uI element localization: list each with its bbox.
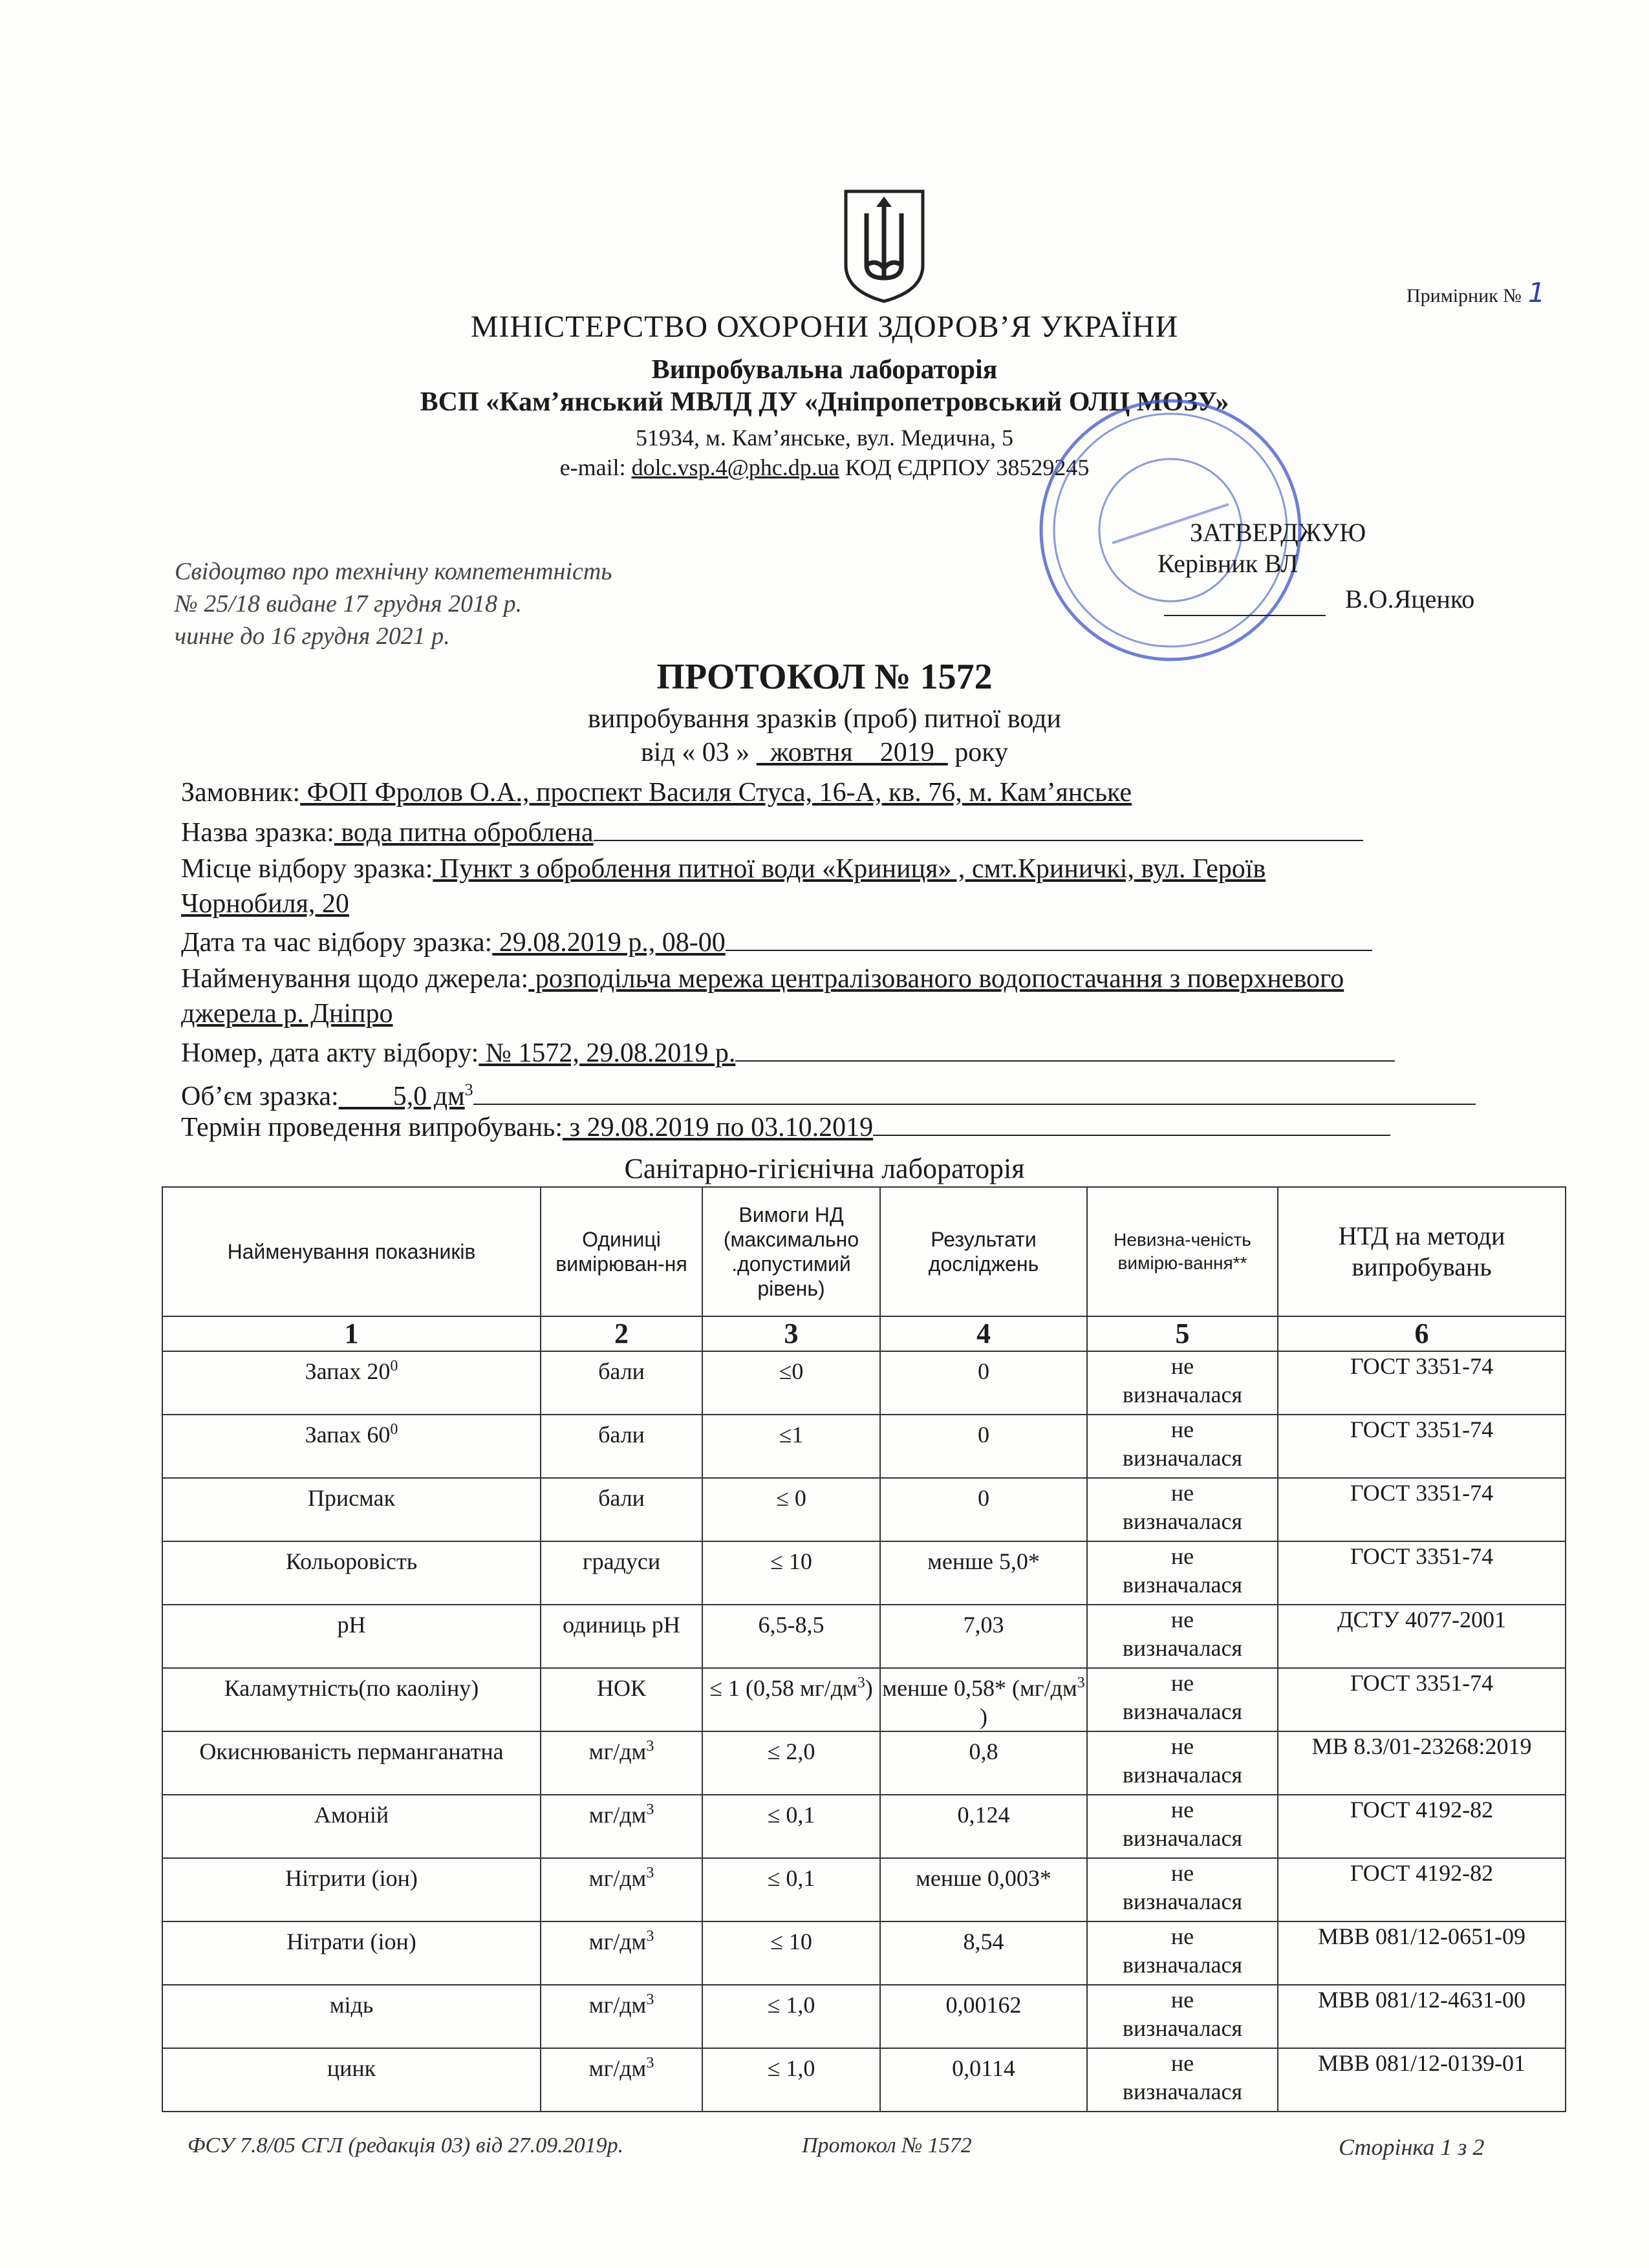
indicator-name: Нітрати (іон) [162, 1921, 541, 1985]
customer-label: Замовник: [181, 778, 301, 808]
col-number: 1 [162, 1316, 541, 1351]
requirement: ≤0 [702, 1351, 880, 1415]
unit: $мг/дм^3$ [541, 2048, 702, 2112]
protocol-date [0, 737, 1649, 768]
unit: $мг/дм^3$ [541, 1921, 702, 1985]
col-number: 2 [541, 1316, 702, 1351]
unit: $мг/дм^3$ [541, 1858, 702, 1921]
act-value: № 1572, 29.08.2019 р. [479, 1038, 736, 1068]
test-method: ДСТУ 4077-2001 [1278, 1605, 1566, 1668]
edrpou-code: КОД ЄДРПОУ 38529245 [845, 455, 1090, 480]
certificate-line-1: Свідоцтво про технічну компетентність [175, 558, 612, 585]
indicator-name: Амоній [162, 1795, 541, 1858]
period-label: Термін проведення випробувань: [181, 1113, 563, 1142]
copy-label: Примірник № [1406, 285, 1522, 306]
sample-name-field [181, 816, 1558, 850]
uncertainty: не визначалася [1087, 1795, 1278, 1858]
test-method: МВ 8.3/01-23268:2019 [1278, 1731, 1566, 1795]
unit: $мг/дм^3$ [541, 1795, 702, 1858]
unit: одиниць pH [541, 1605, 702, 1668]
trident-emblem-icon [841, 187, 928, 304]
requirement: ≤ 1 (0,58 $мг/дм^3$) [702, 1668, 880, 1731]
result: менше 0,58* ($мг/дм^3$ ) [880, 1668, 1087, 1731]
table-row [162, 1605, 1566, 1668]
footer-page: Сторінка 1 з 2 [1339, 2134, 1485, 2160]
fill-line [735, 1037, 1395, 1062]
act-label: Номер, дата акту відбору: [181, 1038, 479, 1068]
source-value: розподільча мережа централізованого водопостачання з поверхневого [528, 964, 1344, 994]
sampling-place-label: Місце відбору зразка: [181, 854, 433, 884]
header-method: НТД на методи випробувань [1278, 1187, 1566, 1316]
table-row [162, 1858, 1566, 1921]
head-title: Керівник ВЛ [1158, 549, 1299, 578]
approval-label: ЗАТВЕРДЖУЮ [1190, 518, 1366, 547]
requirement: ≤ 2,0 [702, 1731, 880, 1795]
requirement: 6,5-8,5 [702, 1605, 880, 1668]
requirement: ≤ 10 [702, 1541, 880, 1605]
test-method: МВВ 081/12-0651-09 [1278, 1921, 1566, 1985]
unit: бали [541, 1351, 702, 1415]
result: 0 [880, 1351, 1087, 1415]
sample-name-label: Назва зразка: [181, 818, 334, 848]
requirement: ≤ 1,0 [702, 2048, 880, 2112]
customer-field [181, 776, 1558, 809]
signer-name: В.О.Яценко [1345, 584, 1475, 614]
result: 0,8 [880, 1731, 1087, 1795]
header-uncertainty: Невизна-ченість вимірю-вання** [1087, 1187, 1278, 1316]
sampling-place-value-2: Чорнобиля, 20 [181, 889, 349, 919]
unit: градуси [541, 1541, 702, 1605]
indicator-name: Запах $60^0$ [162, 1415, 541, 1478]
indicator-name: Окиснюваність перманганатна [162, 1731, 541, 1795]
table-row [162, 1668, 1566, 1731]
table-row [162, 1985, 1566, 2048]
copy-number [1406, 277, 1546, 308]
email-link[interactable]: dolc.vsp.4@phc.dp.ua [631, 455, 839, 480]
indicator-name: Каламутність(по каоліну) [162, 1668, 541, 1731]
requirement: ≤ 0 [702, 1478, 880, 1541]
volume-label: Об’єм зразка: [181, 1082, 339, 1111]
test-method: ГОСТ 4192-82 [1278, 1858, 1566, 1921]
uncertainty: не визначалася [1087, 1605, 1278, 1668]
fill-line [594, 817, 1363, 841]
act-field [181, 1036, 1558, 1070]
ministry-title: МІНІСТЕРСТВО ОХОРОНИ ЗДОРОВ’Я УКРАЇНИ [470, 310, 1179, 344]
source-field [181, 962, 1558, 996]
test-method: МВВ 081/12-0139-01 [1278, 2048, 1566, 2112]
sampling-datetime-field [181, 926, 1558, 959]
date-suffix: року [954, 738, 1009, 767]
table-row [162, 1541, 1566, 1605]
footer-form: ФСУ 7.8/05 СГЛ (редакція 03) від 27.09.2019р. [188, 2134, 624, 2157]
uncertainty: не визначалася [1087, 1985, 1278, 2048]
result: менше 5,0* [880, 1541, 1087, 1605]
table-body [162, 1351, 1566, 2112]
col-number: 6 [1278, 1316, 1566, 1351]
unit: бали [541, 1415, 702, 1478]
protocol-subtitle: випробування зразків (проб) питної води [588, 704, 1061, 734]
table-row [162, 1921, 1566, 1985]
uncertainty: не визначалася [1087, 1541, 1278, 1605]
period-value: з 29.08.2019 по 03.10.2019 [563, 1113, 874, 1142]
source-field-cont [181, 997, 1558, 1031]
table-row [162, 1351, 1566, 1415]
sampling-place-field [181, 852, 1558, 886]
requirement: ≤ 10 [702, 1921, 880, 1985]
footer-protocol: Протокол № 1572 [802, 2134, 972, 2157]
test-method: ГОСТ 3351-74 [1278, 1415, 1566, 1478]
email-label: e-mail: [559, 455, 626, 480]
requirement: ≤1 [702, 1415, 880, 1478]
test-method: ГОСТ 4192-82 [1278, 1795, 1566, 1858]
date-prefix: від « 03 » [640, 738, 750, 767]
table-row [162, 1415, 1566, 1478]
indicator-name: Нітрити (іон) [162, 1858, 541, 1921]
uncertainty: не визначалася [1087, 1668, 1278, 1731]
uncertainty: не визначалася [1087, 1921, 1278, 1985]
indicator-name: Запах $20^0$ [162, 1351, 541, 1415]
unit: бали [541, 1478, 702, 1541]
fill-line [726, 926, 1372, 951]
result: 0,0114 [880, 2048, 1087, 2112]
indicator-name: мідь [162, 1985, 541, 2048]
lab-name: Випробувальна лабораторія [651, 355, 998, 385]
result: 0,124 [880, 1795, 1087, 1858]
copy-number-value: 1 [1527, 277, 1546, 308]
source-label: Найменування щодо джерела: [181, 964, 529, 994]
test-method: ГОСТ 3351-74 [1278, 1351, 1566, 1415]
volume-field [181, 1073, 1558, 1113]
result: 0 [880, 1415, 1087, 1478]
col-number: 4 [880, 1316, 1087, 1351]
indicator-name: pH [162, 1605, 541, 1668]
table-row [162, 1478, 1566, 1541]
period-field [181, 1111, 1558, 1144]
date-value: жовтня 2019 [756, 738, 948, 767]
test-method: МВВ 081/12-4631-00 [1278, 1985, 1566, 2048]
indicator-name: Присмак [162, 1478, 541, 1541]
signature-line [1164, 592, 1326, 616]
address: 51934, м. Кам’янське, вул. Медична, 5 [636, 425, 1013, 451]
unit: $мг/дм^3$ [541, 1731, 702, 1795]
unit: $мг/дм^3$ [541, 1985, 702, 2048]
volume-unit-sup: 3 [464, 1080, 473, 1099]
certificate-line-2: № 25/18 видане 17 грудня 2018 р. [175, 590, 523, 617]
table-row [162, 1795, 1566, 1858]
sampling-place-value: Пункт з оброблення питної води «Криниця» , смт.Криничкі, вул. Героїв [433, 854, 1266, 884]
uncertainty: не визначалася [1087, 1858, 1278, 1921]
uncertainty: не визначалася [1087, 1731, 1278, 1795]
table-number-row [162, 1316, 1566, 1351]
requirement: ≤ 0,1 [702, 1858, 880, 1921]
result: менше 0,003* [880, 1858, 1087, 1921]
result: 0,00162 [880, 1985, 1087, 2048]
test-method: ГОСТ 3351-74 [1278, 1478, 1566, 1541]
unit: НОК [541, 1668, 702, 1731]
customer-value: ФОП Фролов О.А., проспект Василя Стуса, 16-А, кв. 76, м. Кам’янське [300, 778, 1132, 808]
uncertainty: не визначалася [1087, 2048, 1278, 2112]
uncertainty: не визначалася [1087, 1351, 1278, 1415]
test-method: ГОСТ 3351-74 [1278, 1668, 1566, 1731]
header-name: Найменування показників [162, 1187, 541, 1316]
uncertainty: не визначалася [1087, 1478, 1278, 1541]
certificate-line-3: чинне до 16 грудня 2021 р. [175, 623, 450, 650]
organization-name: ВСП «Кам’янський МВЛД ДУ «Дніпропетровський ОЛЦ МОЗУ» [420, 387, 1229, 417]
indicator-name: цинк [162, 2048, 541, 2112]
results-table [162, 1186, 1566, 2112]
sampling-datetime-label: Дата та час відбору зразка: [181, 928, 493, 957]
contact-line [0, 454, 1649, 481]
protocol-title: ПРОТОКОЛ № 1572 [656, 657, 993, 697]
requirement: ≤ 0,1 [702, 1795, 880, 1858]
header-unit: Одиниці вимірюван-ня [541, 1187, 702, 1316]
uncertainty: не визначалася [1087, 1415, 1278, 1478]
table-row [162, 2048, 1566, 2112]
lab-section-title: Санітарно-гігієнічна лабораторія [624, 1153, 1025, 1184]
fill-line [873, 1111, 1390, 1136]
result: 0 [880, 1478, 1087, 1541]
source-value-2: джерела р. Дніпро [181, 999, 393, 1029]
col-number: 5 [1087, 1316, 1278, 1351]
result: 8,54 [880, 1921, 1087, 1985]
test-method: ГОСТ 3351-74 [1278, 1541, 1566, 1605]
header-requirement: Вимоги НД (максимально .допустимий рівень) [702, 1187, 880, 1316]
sample-name-value: вода питна оброблена [334, 818, 594, 848]
fill-line [473, 1080, 1476, 1105]
sampling-place-field-cont [181, 887, 1558, 921]
requirement: ≤ 1,0 [702, 1985, 880, 2048]
sampling-datetime-value: 29.08.2019 р., 08-00 [492, 928, 726, 957]
col-number: 3 [702, 1316, 880, 1351]
header-result: Результати досліджень [880, 1187, 1087, 1316]
indicator-name: Кольоровість [162, 1541, 541, 1605]
result: 7,03 [880, 1605, 1087, 1668]
table-header-row [162, 1187, 1566, 1316]
table-row [162, 1731, 1566, 1795]
volume-value: 5,0 дм [338, 1082, 465, 1111]
